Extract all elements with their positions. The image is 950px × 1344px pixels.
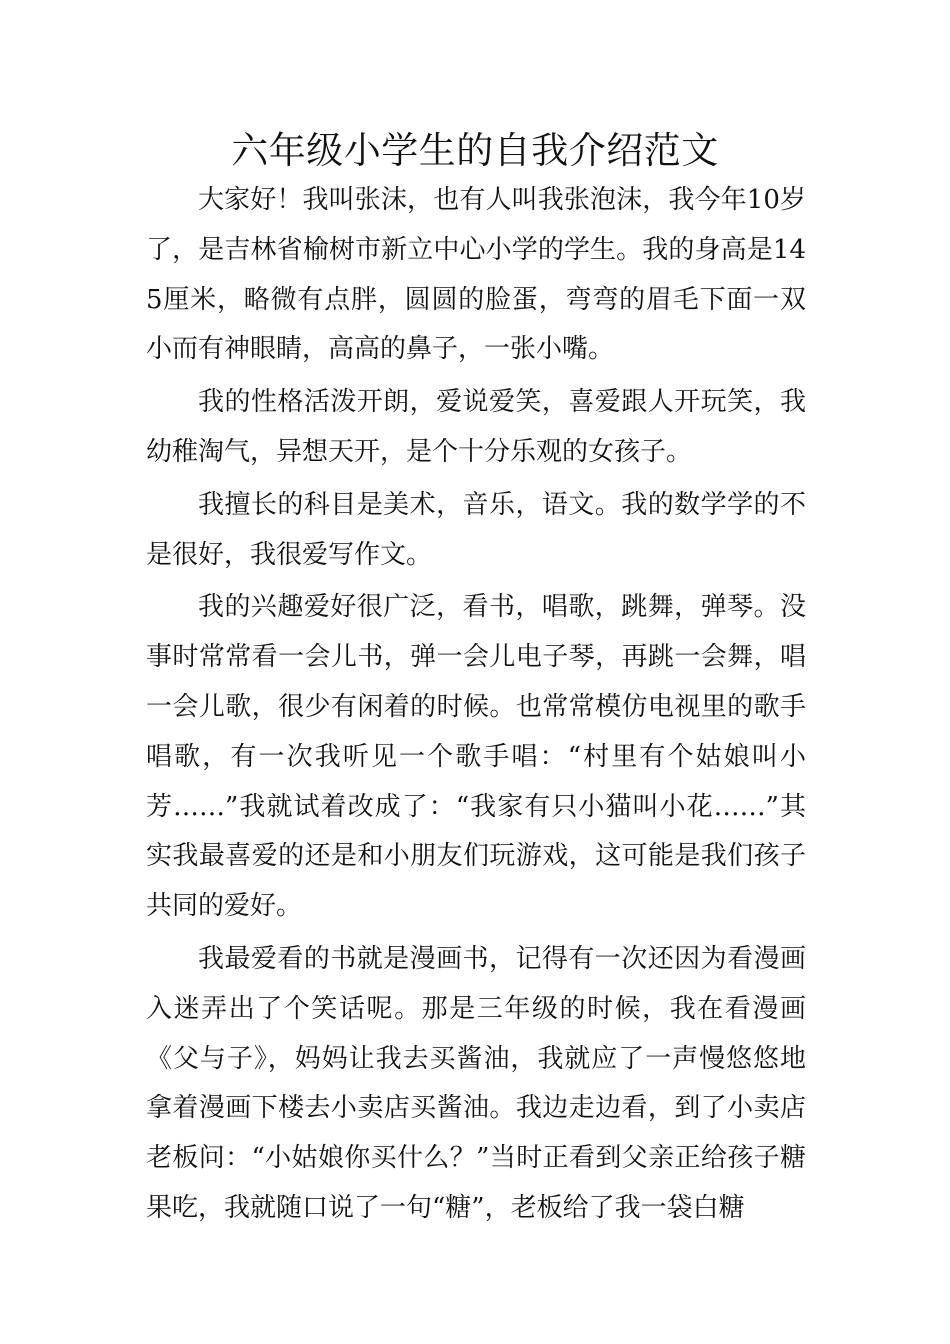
paragraph-comics-story: 我最爱看的书就是漫画书，记得有一次还因为看漫画入迷弄出了个笑话呢。那是三年级的时候，我在看漫画《父与子》，妈妈让我去买酱油，我就应了一声慢悠悠地拿着漫画下楼去小卖店买酱油。我边走边看，到了小卖店老板问：“小姑娘你买什么？”当时正看到父亲正给孩子糖果吃，我就随口说了一句“糖”，老板给了我一袋白糖 <box>146 943 806 1223</box>
document-body <box>146 176 806 1237</box>
document-title: 六年级小学生的自我介绍范文 <box>231 129 719 172</box>
paragraph-personality: 我的性格活泼开朗，爱说爱笑，喜爱跟人开玩笑，我幼稚淘气，异想天开，是个十分乐观的女孩子。 <box>146 387 806 467</box>
paragraph-hobbies: 我的兴趣爱好很广泛，看书，唱歌，跳舞，弹琴。没事时常常看一会儿书，弹一会儿电子琴，再跳一会舞，唱一会儿歌，很少有闲着的时候。也常常模仿电视里的歌手唱歌，有一次我听见一个歌手唱：“村里有个姑娘叫小芳……”我就试着改成了：“我家有只小猫叫小花……”其实我最喜爱的还是和小朋友们玩游戏，这可能是我们孩子共同的爱好。 <box>146 592 806 922</box>
paragraph-subjects: 我擅长的科目是美术，音乐，语文。我的数学学的不是很好，我很爱写作文。 <box>146 489 806 570</box>
paragraph-intro: 大家好！我叫张沫，也有人叫我张泡沫，我今年10岁了，是吉林省榆树市新立中心小学的学生。我的身高是145厘米，略微有点胖，圆圆的脸蛋，弯弯的眉毛下面一双小而有神眼睛，高高的鼻子，一张小嘴。 <box>146 185 806 365</box>
